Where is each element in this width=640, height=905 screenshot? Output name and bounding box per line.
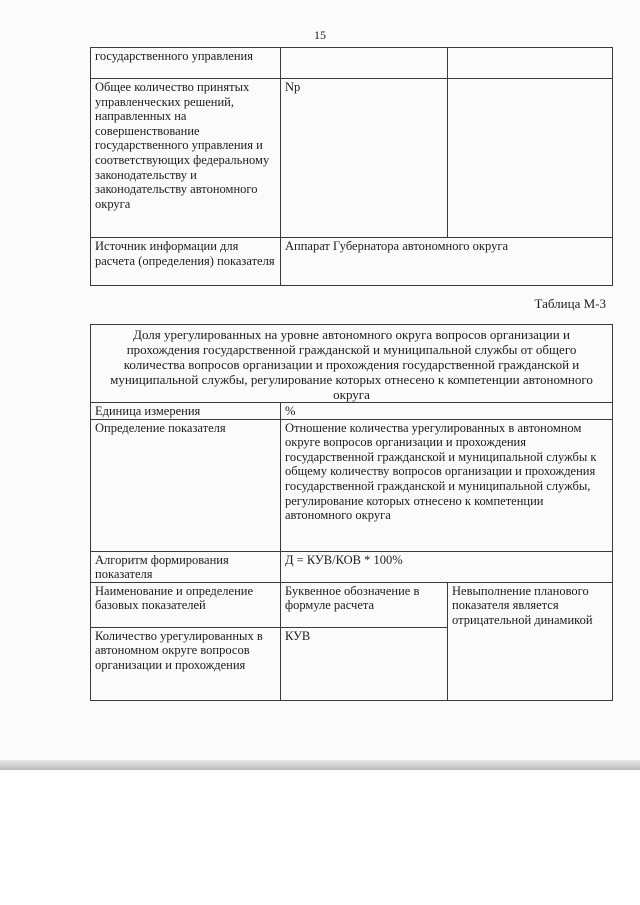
base-label: Наименование и определение базовых показателей [91,582,281,627]
row-source-label: Источник информации для расчета (определения) показателя [91,238,281,286]
algorithm-value: Д = КУВ/КОВ * 100% [281,551,613,582]
count-value: КУВ [281,627,448,700]
table-row [91,48,613,79]
row-count-label: Общее количество принятых управленческих решений, направленных на совершенствование государственного управления и соответствующих федеральному законодательству и законодательству автономного округа [91,79,281,238]
count-label: Количество урегулированных в автономном округе вопросов организации и прохождения [91,627,281,700]
definition-label: Определение показателя [91,419,281,551]
base-note: Невыполнение планового показателя является отрицательной динамикой [448,582,613,700]
definition-value: Отношение количества урегулированных в автономном округе вопросов организации и прохождения государственной гражданской и муниципальной службы к общему количеству вопросов организации и прохождения государственной гражданской и муниципальной службы, регулирование которых отнесено к компетенции автономного округа [281,419,613,551]
row-top-label: государственного управления [91,48,281,79]
base-formula-label: Буквенное обозначение в формуле расчета [281,582,448,627]
table-row [91,551,613,582]
page-number: 15 [314,28,326,42]
row-source-value: Аппарат Губернатора автономного округа [281,238,613,286]
table-header: Доля урегулированных на уровне автономного округа вопросов организации и прохождения государственной гражданской и муниципальной службы от общего количества вопросов организации и прохождения государственной гражданской и муниципальной службы, регулирование которых отнесено к компетенции автономного округа [91,325,613,403]
unit-label: Единица измерения [91,403,281,420]
table-row [91,403,613,420]
indicator-table-continued [90,47,613,286]
table-row [91,419,613,551]
algorithm-label: Алгоритм формирования показателя [91,551,281,582]
table-row [91,79,613,238]
table-row [91,325,613,403]
table-caption: Таблица М-3 [534,296,606,311]
indicator-table-m3 [90,324,613,701]
table-row [91,582,613,627]
unit-value: % [281,403,613,420]
table-row [91,238,613,286]
row-count-value: Np [281,79,448,238]
page-edge [0,760,640,770]
